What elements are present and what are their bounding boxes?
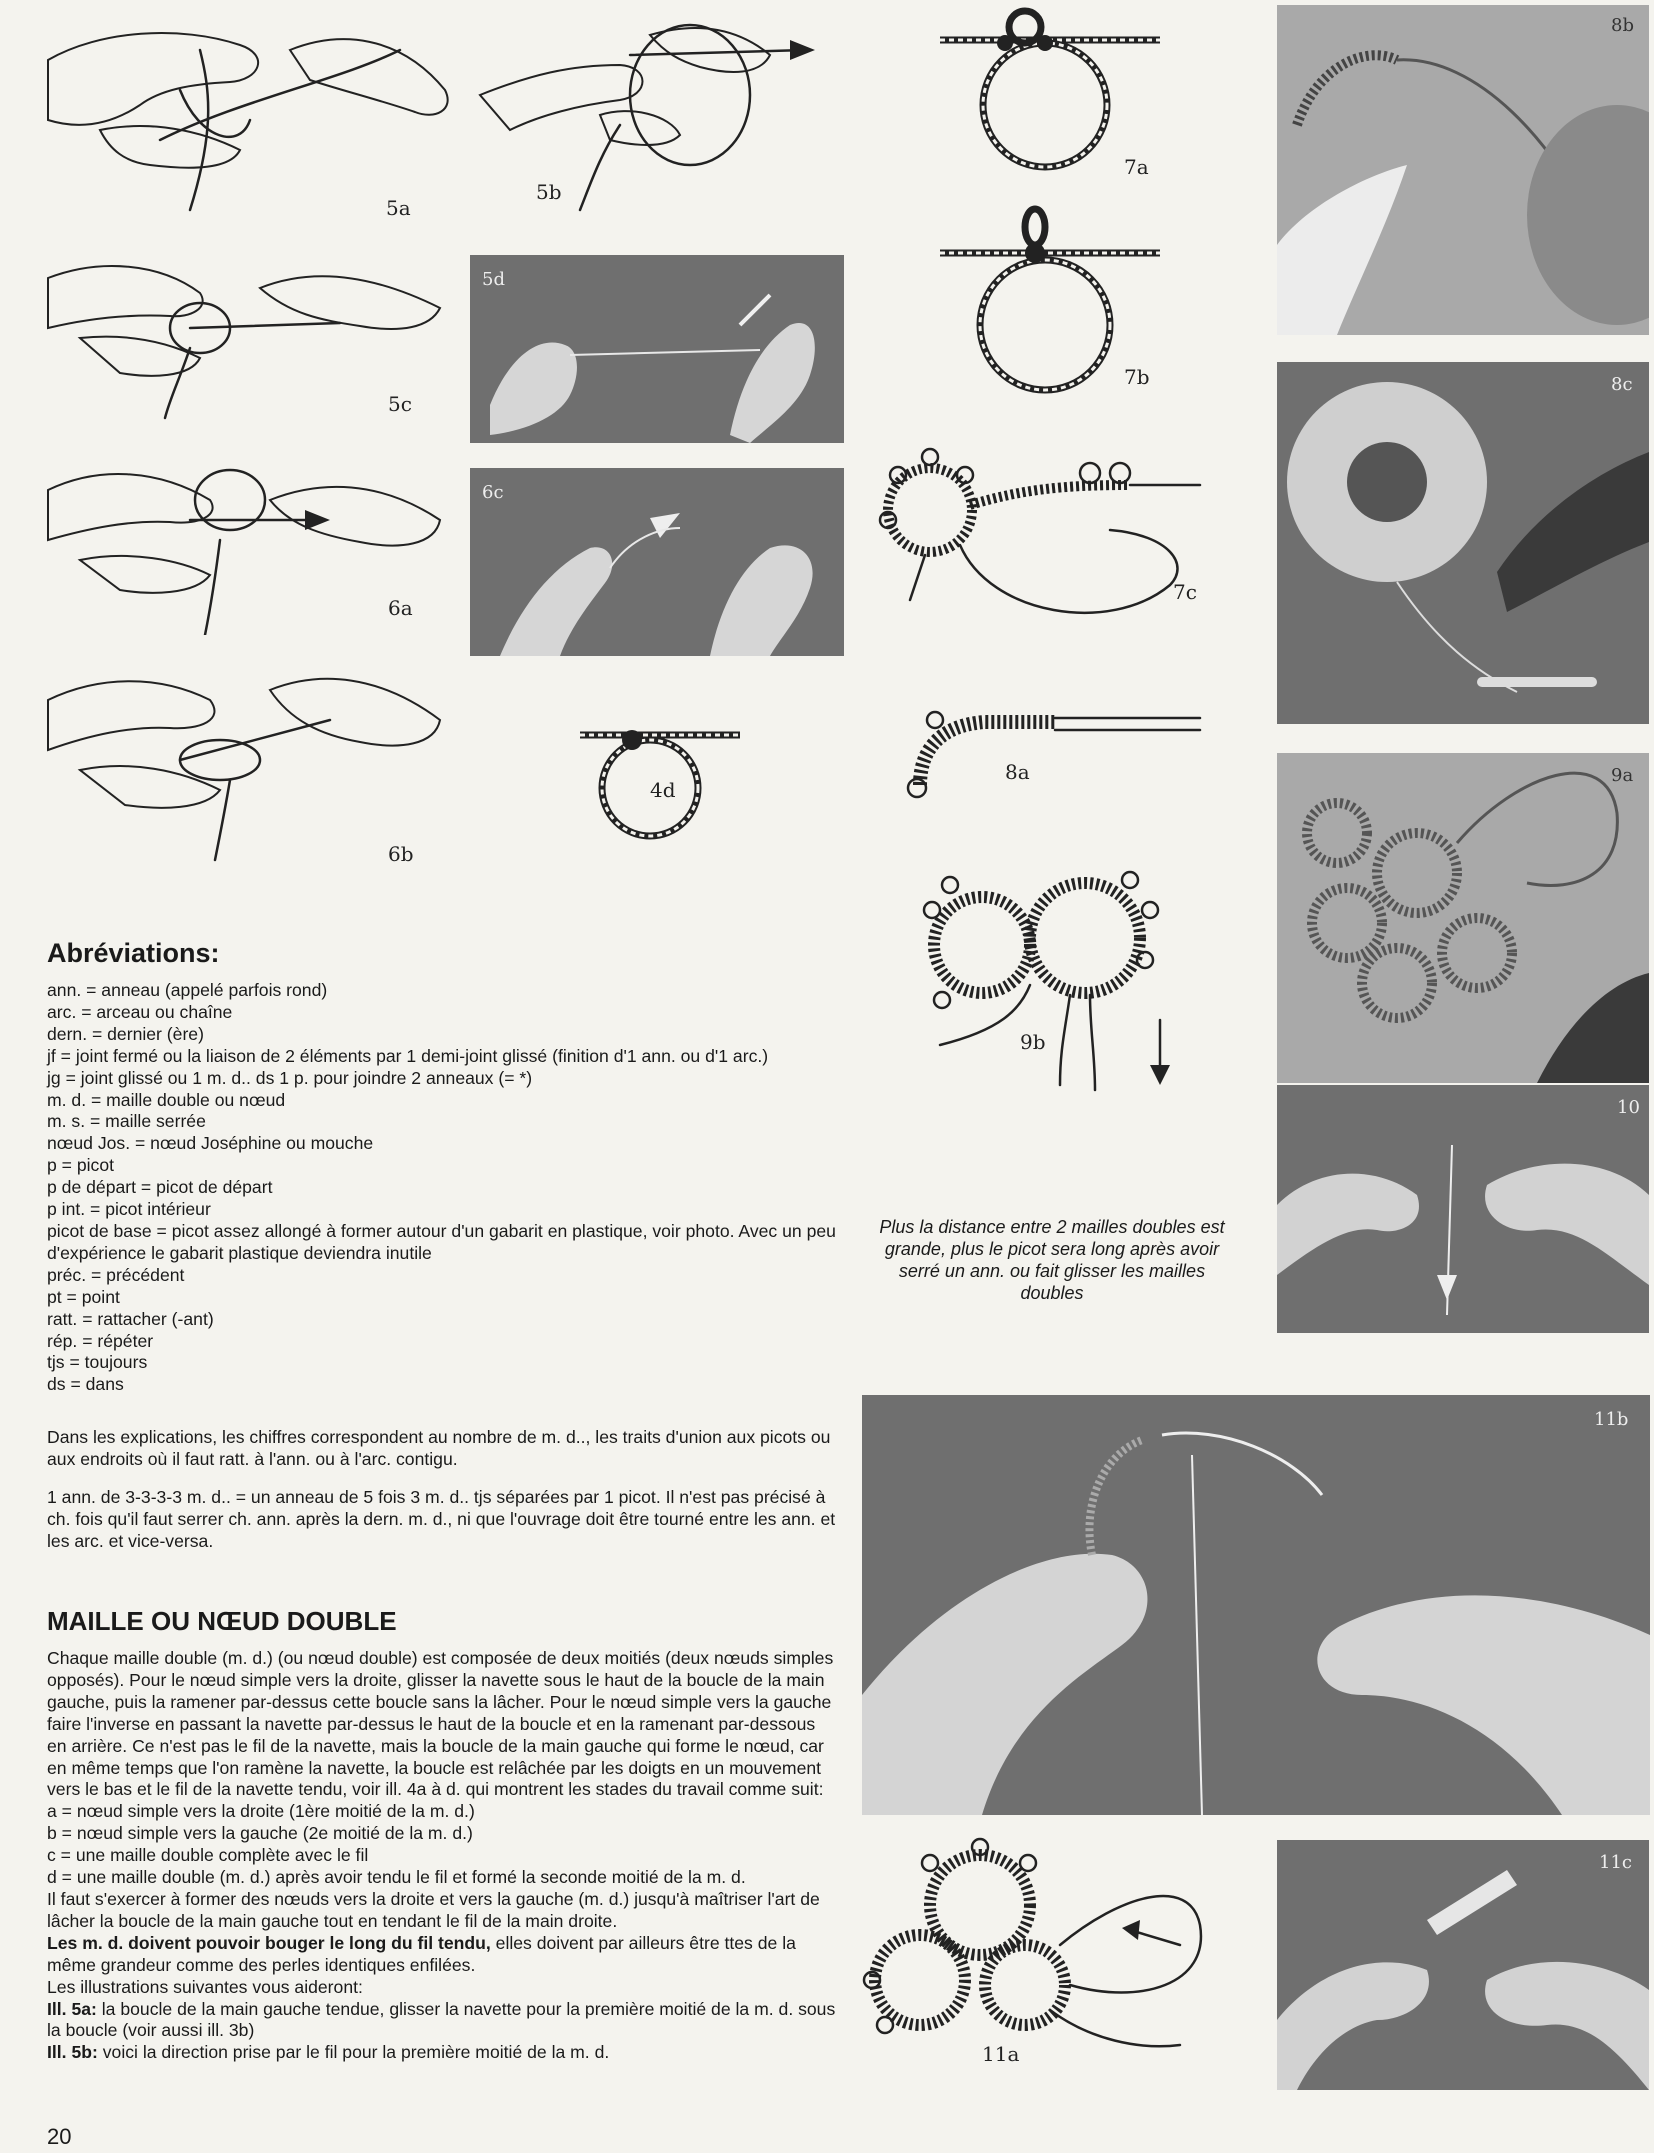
illustration-8a xyxy=(895,690,1210,805)
illustration-7c xyxy=(870,435,1210,635)
abbreviations-title: Abréviations: xyxy=(47,938,220,968)
abbreviation-item: jf = joint fermé ou la liaison de 2 éléments par 1 demi-joint glissé (finition d'1 ann. ou d'1 arc.) xyxy=(47,1045,769,1066)
ill-5b-note xyxy=(47,2042,837,2064)
ill-5b-label: Ill. 5b: xyxy=(47,2042,98,2063)
photo-9a xyxy=(1277,753,1649,1083)
abbreviation-item: dern. = dernier (ère) xyxy=(47,1023,204,1044)
figure-label-9a: 9a xyxy=(1611,765,1634,786)
bold-note-rest: elles doivent par ailleurs être ttes de la même grandeur comme des perles identiques enfilées. xyxy=(47,1932,796,1975)
figure-label-7b: 7b xyxy=(1124,365,1150,389)
step-item: a = nœud simple vers la droite (1ère moitié de la m. d.) xyxy=(47,1801,475,1822)
figure-label-6b: 6b xyxy=(388,842,414,866)
abbreviation-item: picot de base = picot assez allongé à former autour d'un gabarit en plastique, voir photo. Avec un peu d'expérience le gabarit plastique deviendra inutile xyxy=(47,1220,836,1263)
picot-caption: Plus la distance entre 2 mailles doubles est grande, plus le picot sera long après avoir serré un ann. ou fait glisser les mailles doubles xyxy=(879,1217,1225,1303)
figure-label-8a: 8a xyxy=(1005,760,1030,784)
bold-note-lead: Les m. d. doivent pouvoir bouger le long du fil tendu, xyxy=(47,1932,491,1953)
ill-5a-label: Ill. 5a: xyxy=(47,1998,97,2019)
figure-label-5d: 5d xyxy=(482,269,505,290)
photo-5d xyxy=(470,255,844,443)
abbreviation-item: arc. = arceau ou chaîne xyxy=(47,1001,233,1022)
abbreviation-item: pt = point xyxy=(47,1286,120,1307)
abbreviation-item: p int. = picot intérieur xyxy=(47,1199,211,1220)
figure-label-5c: 5c xyxy=(388,392,412,416)
section-intro: Chaque maille double (m. d.) (ou nœud double) est composée de deux moitiés (deux nœuds simples opposés). Pour le nœud simple vers la droite, glisser la navette sous le haut de la boucle de la main gauche, puis la ramener par-dessus cette boucle sans la lâcher. Pour le nœud simple vers la gauche faire l'inverse en passant la navette par-dessus le haut de la boucle et en la ramenant par-dessous en arrière. Ce n'est pas le fil de la navette, mais la boucle de la main gauche qui forme le nœud, car en même temps que l'on ramène la navette, la boucle est relâchée par les doigts en un mouvement vers le bas et le fil de la navette tendu, voir ill. 4a à d. qui montrent les stades du travail comme suit: xyxy=(47,1648,834,1800)
abbreviation-item: p de départ = picot de départ xyxy=(47,1177,273,1198)
figure-label-8b: 8b xyxy=(1611,15,1634,36)
abbreviation-item: p = picot xyxy=(47,1155,114,1176)
illustration-11a xyxy=(860,1835,1230,2060)
ill-5b-text: voici la direction prise par le fil pour la première moitié de la m. d. xyxy=(97,2042,610,2063)
ill-5a-note xyxy=(47,1999,837,2043)
figure-label-5a: 5a xyxy=(386,196,411,220)
photo-10 xyxy=(1277,1085,1649,1333)
figure-label-7c: 7c xyxy=(1173,580,1197,604)
explications-paragraph: Dans les explications, les chiffres correspondent au nombre de m. d.., les traits d'union aux picots ou aux endroits où il faut ratt. à l'ann. ou à l'arc. contigu. xyxy=(47,1427,831,1469)
abbreviation-item: jg = joint glissé ou 1 m. d.. ds 1 p. pour joindre 2 anneaux (= *) xyxy=(47,1067,533,1088)
step-item: b = nœud simple vers la gauche (2e moitié de la m. d.) xyxy=(47,1823,473,1844)
abbreviation-item: tjs = toujours xyxy=(47,1352,148,1373)
figure-label-11c: 11c xyxy=(1599,1852,1632,1873)
photo-6c xyxy=(470,468,844,656)
abbreviation-item: m. d. = maille double ou nœud xyxy=(47,1089,286,1110)
abbreviations-list xyxy=(47,980,837,1396)
figure-label-7a: 7a xyxy=(1124,155,1149,179)
illustration-6b xyxy=(40,660,460,865)
illustration-7a xyxy=(935,5,1165,180)
aids-line: Les illustrations suivantes vous aideront: xyxy=(47,1976,363,1997)
step-item: c = une maille double complète avec le fil xyxy=(47,1845,369,1866)
abbreviation-item: ratt. = rattacher (-ant) xyxy=(47,1308,214,1329)
figure-label-10: 10 xyxy=(1617,1097,1640,1118)
illustration-9b xyxy=(920,850,1190,1095)
figure-label-6c: 6c xyxy=(482,482,504,503)
abbreviation-item: ann. = anneau (appelé parfois rond) xyxy=(47,980,328,1000)
steps-list xyxy=(47,1801,837,1889)
figure-label-5b: 5b xyxy=(536,180,562,204)
abbreviation-item: ds = dans xyxy=(47,1374,124,1395)
photo-8b xyxy=(1277,5,1649,335)
figure-label-6a: 6a xyxy=(388,596,413,620)
figure-label-4d: 4d xyxy=(650,778,676,802)
figure-label-11b: 11b xyxy=(1594,1409,1629,1430)
bold-note xyxy=(47,1933,837,1977)
example-paragraph: 1 ann. de 3-3-3-3 m. d.. = un anneau de 5 fois 3 m. d.. tjs séparées par 1 picot. Il n'est pas précisé à ch. fois qu'il faut serrer ch. ann. après la dern. m. d., ni que l'ouvrage doit être tourné entre les ann. et les arc. et vice-versa. xyxy=(47,1487,836,1551)
abbreviation-item: m. s. = maille serrée xyxy=(47,1111,206,1132)
practice-paragraph: Il faut s'exercer à former des nœuds vers la droite et vers la gauche (m. d.) jusqu'à maîtriser l'art de lâcher la boucle de la main gauche tout en tendant le fil de la main droite. xyxy=(47,1888,820,1931)
step-item: d = une maille double (m. d.) après avoir tendu le fil et formé la seconde moitié de la m. d. xyxy=(47,1867,746,1888)
photo-11c xyxy=(1277,1840,1649,2090)
illustration-5b xyxy=(470,5,830,215)
photo-11b xyxy=(862,1395,1650,1815)
abbreviation-item: préc. = précédent xyxy=(47,1264,185,1285)
figure-label-8c: 8c xyxy=(1611,374,1633,395)
ill-5a-text: la boucle de la main gauche tendue, glisser la navette pour la première moitié de la m. d. sous la boucle (voir aussi ill. 3b) xyxy=(47,1998,836,2041)
abbreviation-item: rép. = répéter xyxy=(47,1330,154,1351)
section-title: MAILLE OU NŒUD DOUBLE xyxy=(47,1606,397,1636)
page-number: 20 xyxy=(47,2124,72,2149)
photo-8c xyxy=(1277,362,1649,724)
abbreviation-item: nœud Jos. = nœud Joséphine ou mouche xyxy=(47,1133,374,1154)
figure-label-9b: 9b xyxy=(1020,1030,1046,1054)
section-body xyxy=(47,1648,837,2064)
figure-label-11a: 11a xyxy=(982,2042,1020,2066)
